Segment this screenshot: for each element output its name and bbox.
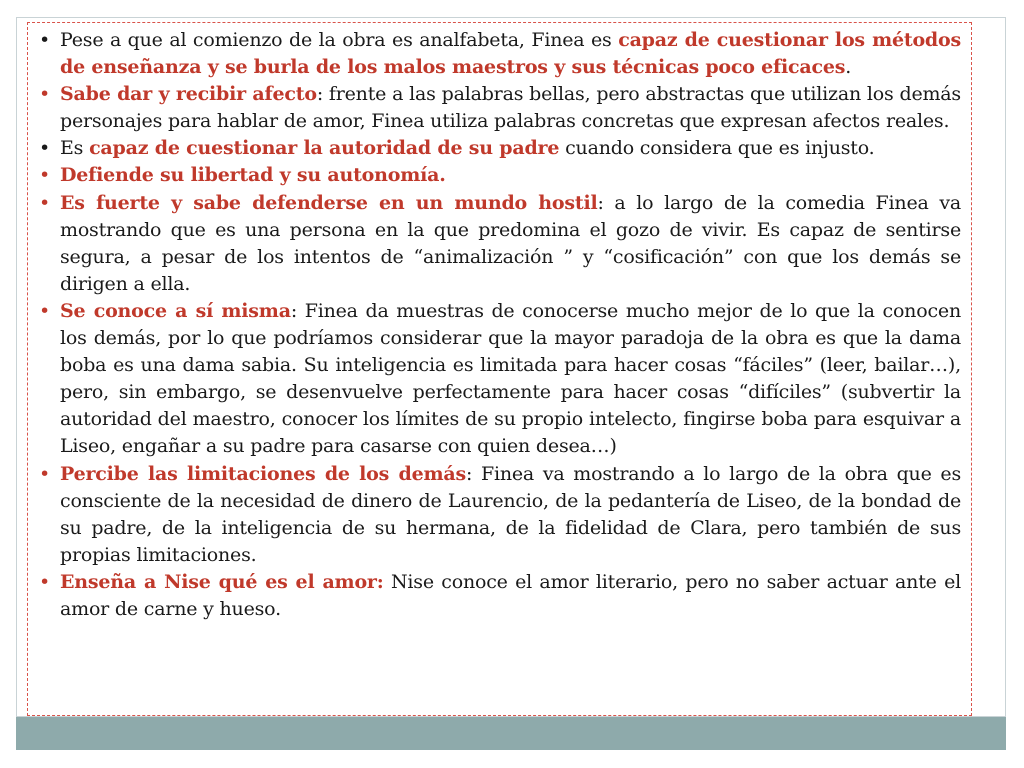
- list-item: [33, 569, 961, 623]
- bullet-icon: •: [39, 570, 51, 593]
- item-text-post: .: [845, 56, 852, 79]
- item-highlight: Defiende su libertad y su autonomía.: [60, 164, 446, 187]
- bullet-icon: •: [39, 164, 51, 187]
- item-highlight: Percibe las limitaciones de los demás: [60, 462, 466, 485]
- item-text-post: Nise conoce el amor literario, pero no saber actuar ante el amor de carne y hueso.: [60, 570, 961, 620]
- item-text-pre: Pese a que al comienzo de la obra es analfabeta, Finea es: [60, 29, 619, 51]
- list-item: [33, 298, 961, 461]
- bullet-icon: •: [39, 83, 51, 106]
- list-item: [33, 27, 961, 81]
- footer-bar: [16, 717, 1006, 750]
- item-highlight: Se conoce a sí misma: [60, 299, 291, 322]
- bullet-icon: •: [39, 137, 51, 160]
- item-highlight: capaz de cuestionar la autoridad de su padre: [89, 137, 560, 160]
- item-text-post: : a lo largo de la comedia Finea va mostrando que es una persona en la que predomina el gozo de vivir. Es capaz de sentirse segura, a pesar de los intentos de “animalización ” y “cosificación” con que los demás se dirigen a ella.: [60, 191, 961, 295]
- list-item: [33, 162, 961, 189]
- item-highlight: capaz de cuestionar los métodos de enseñanza y se burla de los malos maestros y sus técnicas poco eficaces: [60, 29, 961, 79]
- item-text-post: : frente a las palabras bellas, pero abstractas que utilizan los demás personajes para hablar de amor, Finea utiliza palabras concretas que expresan afectos reales.: [60, 83, 961, 133]
- list-item: [33, 81, 961, 135]
- bullet-icon: •: [39, 462, 51, 485]
- item-text-post: : Finea da muestras de conocerse mucho mejor de lo que la conocen los demás, por lo que podríamos considerar que la mayor paradoja de la obra es que la dama boba es una dama sabia. Su inteligencia es limitada para hacer cosas “fáciles” (leer, bailar…), pero, sin embargo, se desenvuelve perfectamente para hacer cosas “difíciles” (subvertir la autoridad del maestro, conocer los límites de su propio intelecto, fingirse boba para esquivar a Liseo, engañar a su padre para casarse con quien desea…): [60, 299, 961, 458]
- list-item: [33, 190, 961, 298]
- bullet-icon: •: [39, 191, 51, 214]
- item-text-pre: Es: [60, 137, 90, 160]
- item-highlight: Sabe dar y recibir afecto: [60, 83, 317, 106]
- item-highlight: Enseña a Nise qué es el amor:: [60, 570, 384, 593]
- bullet-icon: •: [39, 29, 51, 51]
- bullet-list: [33, 27, 961, 623]
- item-text-post: : Finea va mostrando a lo largo de la obra que es consciente de la necesidad de dinero de Laurencio, de la pedantería de Liseo, de la bondad de su padre, de la inteligencia de su hermana, de la fidelidad de Clara, pero también de sus propias limitaciones.: [60, 462, 961, 566]
- item-highlight: Es fuerte y sabe defenderse en un mundo hostil: [60, 191, 598, 214]
- bullet-icon: •: [39, 299, 51, 322]
- item-text-post: cuando considera que es injusto.: [559, 137, 875, 160]
- list-item: [33, 461, 961, 569]
- list-item: [33, 135, 961, 162]
